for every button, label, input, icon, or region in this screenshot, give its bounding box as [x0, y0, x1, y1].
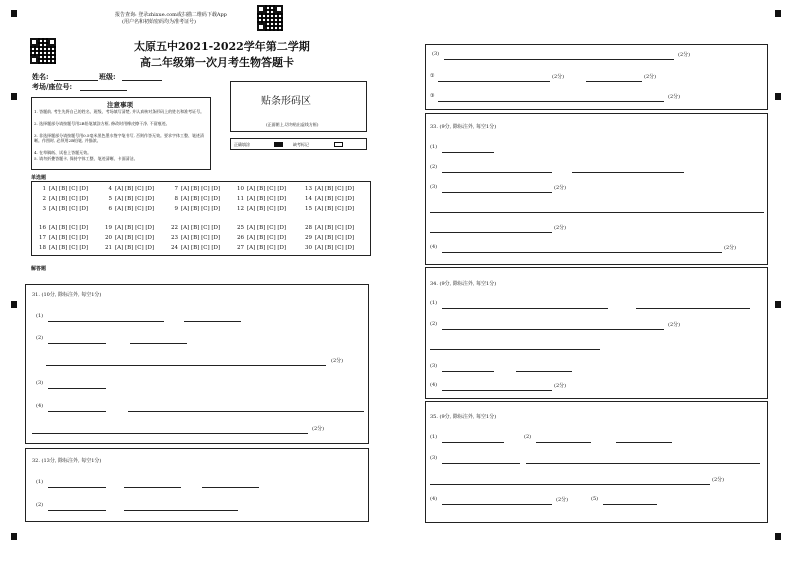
mcq-question-21[interactable]: [104, 245, 154, 251]
mcq-options[interactable]: [A] [B] [C] [D]: [181, 225, 221, 231]
q35-part3-blank-a[interactable]: [442, 463, 520, 464]
q32-circle1-blank-a[interactable]: [438, 81, 550, 82]
registration-mark-br: [775, 533, 781, 540]
mcq-question-15[interactable]: [304, 206, 354, 212]
mcq-question-14[interactable]: [304, 196, 354, 202]
mcq-number: 1: [42, 186, 46, 192]
mcq-question-16[interactable]: [38, 225, 88, 231]
q33-part2-blank-b[interactable]: [572, 172, 684, 173]
mcq-number: 15: [305, 206, 312, 212]
mcq-options[interactable]: [A] [B] [C] [D]: [315, 206, 355, 212]
seat-field[interactable]: [80, 90, 127, 91]
q35-title: 35. (9分, 除标注外, 每空1分): [430, 414, 497, 420]
q31-part2-score: (2分): [331, 358, 344, 364]
mcq-number: 22: [171, 225, 178, 231]
mcq-number: 7: [174, 186, 178, 192]
mcq-question-4[interactable]: [104, 186, 154, 192]
mcq-options[interactable]: [A] [B] [C] [D]: [315, 235, 355, 241]
mcq-question-6[interactable]: [104, 206, 154, 212]
q31-part1-label: (1): [36, 313, 44, 319]
q31-part4-blank-a[interactable]: [48, 411, 106, 412]
q32-part3-label: (3): [432, 51, 440, 57]
mcq-options[interactable]: [A] [B] [C] [D]: [315, 245, 355, 251]
mcq-options[interactable]: [A] [B] [C] [D]: [115, 225, 155, 231]
q34-part4-label: (4): [430, 382, 438, 388]
mcq-options[interactable]: [A] [B] [C] [D]: [49, 235, 89, 241]
mcq-options[interactable]: [A] [B] [C] [D]: [247, 245, 287, 251]
mcq-question-10[interactable]: [236, 186, 286, 192]
mcq-question-8[interactable]: [170, 196, 220, 202]
mcq-number: 16: [39, 225, 46, 231]
mcq-options[interactable]: [A] [B] [C] [D]: [181, 206, 221, 212]
answer-section-label: 解答题: [31, 266, 47, 272]
q35-part3-label: (3): [430, 455, 438, 461]
correct-fill-label: 正确填涂: [234, 142, 250, 147]
q35-part2-blank-a[interactable]: [536, 442, 591, 443]
q35-part5-blank[interactable]: [603, 504, 657, 505]
mcq-options[interactable]: [A] [B] [C] [D]: [49, 245, 89, 251]
exam-title-line2: 高二年级第一次月考生物答题卡: [140, 56, 294, 69]
q33-part1-label: (1): [430, 144, 438, 150]
notes-box: [31, 97, 211, 170]
absent-mark-label: 缺考标记: [293, 142, 309, 147]
q32-circle3-label: ③: [430, 93, 435, 99]
q32-part1-blank-c[interactable]: [202, 487, 259, 488]
mcq-number: 12: [237, 206, 244, 212]
q35-box: [425, 401, 768, 523]
q31-part1-blank-a[interactable]: [48, 321, 164, 322]
q33-part4-label: (4): [430, 244, 438, 250]
q33-part3-blank-a[interactable]: [442, 192, 552, 193]
fill-legend: [230, 138, 367, 150]
correct-fill-sample-icon: [274, 142, 283, 147]
q31-part4-blank-b[interactable]: [128, 411, 364, 412]
report-notice-line1: 报告查询: 登录zhixue.com或扫描二维码下载App: [115, 12, 227, 18]
notes-item-4: 4. 在草稿纸、试卷上答题无效。: [34, 150, 92, 155]
mcq-options[interactable]: [A] [B] [C] [D]: [181, 186, 221, 192]
q31-part2-label: (2): [36, 335, 44, 341]
q34-part1-blank-b[interactable]: [636, 308, 750, 309]
mcq-options[interactable]: [A] [B] [C] [D]: [49, 196, 89, 202]
q32-circle2-score: (2分): [644, 74, 657, 80]
mcq-question-5[interactable]: [104, 196, 154, 202]
q35-part3-score: (2分): [712, 477, 725, 483]
q32-part2-blank-a[interactable]: [48, 510, 106, 511]
mcq-question-28[interactable]: [304, 225, 354, 231]
mcq-number: 14: [305, 196, 312, 202]
registration-mark-bl: [11, 533, 17, 540]
q32-circle1-score: (2分): [552, 74, 565, 80]
mcq-options[interactable]: [A] [B] [C] [D]: [49, 206, 89, 212]
registration-mark-l1: [11, 93, 17, 100]
mcq-number: 4: [108, 186, 112, 192]
mcq-number: 26: [237, 235, 244, 241]
mcq-options[interactable]: [A] [B] [C] [D]: [49, 225, 89, 231]
q31-box: [25, 284, 369, 444]
mcq-question-26[interactable]: [236, 235, 286, 241]
q31-part2-blank-a[interactable]: [48, 343, 106, 344]
mcq-number: 20: [105, 235, 112, 241]
mcq-question-17[interactable]: [38, 235, 88, 241]
mcq-options[interactable]: [A] [B] [C] [D]: [115, 196, 155, 202]
mcq-number: 10: [237, 186, 244, 192]
mcq-question-22[interactable]: [170, 225, 220, 231]
q32-circle3-score: (2分): [668, 94, 681, 100]
q34-part2-label: (2): [430, 321, 438, 327]
mcq-question-13[interactable]: [304, 186, 354, 192]
q34-part4-score: (2分): [554, 383, 567, 389]
barcode-hint: (正面朝上,切勿贴出虚线方框): [266, 122, 319, 127]
q31-part3-blank[interactable]: [48, 388, 106, 389]
q31-part4-score: (2分): [312, 426, 325, 432]
mcq-options[interactable]: [A] [B] [C] [D]: [315, 196, 355, 202]
mcq-number: 30: [305, 245, 312, 251]
mcq-number: 19: [105, 225, 112, 231]
mcq-question-2[interactable]: [38, 196, 88, 202]
q33-part3-blank-c[interactable]: [430, 232, 552, 233]
mcq-grid: [31, 181, 371, 256]
q32-circle1-label: ①: [430, 73, 435, 79]
mcq-section-label: 单选题: [31, 175, 47, 181]
mcq-number: 28: [305, 225, 312, 231]
q31-part2-blank-b[interactable]: [130, 343, 187, 344]
q33-part3-blank-b[interactable]: [430, 212, 764, 213]
q35-part5-label: (5): [591, 496, 599, 502]
mcq-options[interactable]: [A] [B] [C] [D]: [247, 235, 287, 241]
q32-part2-blank-b[interactable]: [124, 510, 238, 511]
mcq-options[interactable]: [A] [B] [C] [D]: [247, 196, 287, 202]
mcq-question-27[interactable]: [236, 245, 286, 251]
q34-box: [425, 267, 768, 399]
q32-part1-blank-b[interactable]: [124, 487, 181, 488]
q34-part3-label: (3): [430, 363, 438, 369]
mcq-question-12[interactable]: [236, 206, 286, 212]
q33-part4-score: (2分): [724, 245, 737, 251]
q34-part4-blank[interactable]: [442, 390, 552, 391]
q32-part3-blank[interactable]: [444, 59, 674, 60]
q35-part3-blank-b[interactable]: [526, 463, 760, 464]
mcq-question-3[interactable]: [38, 206, 88, 212]
q35-part1-label: (1): [430, 434, 438, 440]
mcq-number: 8: [174, 196, 178, 202]
registration-mark-tl: [11, 10, 17, 17]
q34-part3-blank-b[interactable]: [516, 371, 572, 372]
mcq-number: 11: [237, 196, 244, 202]
q34-part1-blank-a[interactable]: [442, 308, 608, 309]
seat-label: 考场/座位号:: [32, 82, 73, 91]
q31-part4-blank-c[interactable]: [32, 433, 308, 434]
q35-part2-label: (2): [524, 434, 532, 440]
mcq-options[interactable]: [A] [B] [C] [D]: [49, 186, 89, 192]
mcq-question-25[interactable]: [236, 225, 286, 231]
notes-item-2: 2. 选择题部分请按题号用2B铅笔填涂方框, 修改时用橡皮擦干净, 不留痕迹。: [34, 121, 170, 126]
q33-part4-blank[interactable]: [442, 252, 722, 253]
mcq-options[interactable]: [A] [B] [C] [D]: [247, 225, 287, 231]
mcq-number: 25: [237, 225, 244, 231]
notes-item-1: 1. 答题前, 考生先将自己的姓名、班级、考场填写清楚, 并认真核对条形码上的姓名和准考证号。: [34, 109, 205, 114]
q35-part2-blank-b[interactable]: [616, 442, 672, 443]
q32-part2-label: (2): [36, 502, 44, 508]
q33-part3-score: (2分): [554, 185, 567, 191]
q33-part3-score-2: (2分): [554, 225, 567, 231]
registration-mark-r2: [775, 301, 781, 308]
mcq-options[interactable]: [A] [B] [C] [D]: [181, 235, 221, 241]
q31-part4-label: (4): [36, 403, 44, 409]
registration-mark-tr: [775, 10, 781, 17]
mcq-options[interactable]: [A] [B] [C] [D]: [315, 186, 355, 192]
mcq-options[interactable]: [A] [B] [C] [D]: [247, 206, 287, 212]
mcq-question-1[interactable]: [38, 186, 88, 192]
class-field[interactable]: [122, 80, 162, 81]
q35-part4-score: (2分): [556, 497, 569, 503]
notes-title: 注意事项: [107, 101, 133, 109]
mcq-question-23[interactable]: [170, 235, 220, 241]
mcq-question-7[interactable]: [170, 186, 220, 192]
mcq-number: 21: [105, 245, 112, 251]
q31-part2-blank-c[interactable]: [46, 365, 326, 366]
mcq-number: 13: [305, 186, 312, 192]
q35-part3-blank-c[interactable]: [430, 484, 710, 485]
q32-circle3-blank[interactable]: [438, 101, 664, 102]
mcq-number: 2: [42, 196, 46, 202]
app-qr-code-icon[interactable]: [257, 5, 283, 31]
q34-part3-blank-a[interactable]: [442, 371, 494, 372]
student-qr-code-icon: [30, 38, 56, 64]
q33-title: 33. (9分, 除标注外, 每空1分): [430, 124, 497, 130]
mcq-number: 29: [305, 235, 312, 241]
q35-part4-label: (4): [430, 496, 438, 502]
mcq-number: 5: [108, 196, 112, 202]
q35-part1-blank[interactable]: [442, 442, 504, 443]
mcq-number: 6: [108, 206, 112, 212]
absent-mark-box[interactable]: [334, 142, 343, 147]
q31-part3-label: (3): [36, 380, 44, 386]
mcq-number: 3: [42, 206, 46, 212]
mcq-options[interactable]: [A] [B] [C] [D]: [315, 225, 355, 231]
q34-part1-label: (1): [430, 300, 438, 306]
mcq-number: 9: [174, 206, 178, 212]
mcq-options[interactable]: [A] [B] [C] [D]: [181, 196, 221, 202]
q33-part1-blank[interactable]: [442, 152, 494, 153]
q32-part3-score: (2分): [678, 52, 691, 58]
notes-item-3: 3. 非选择题部分请按题号用0.5毫米黑色墨水签字笔书写, 否则作答无效。要求字体工整、笔迹清晰。作图时, 必须用2B铅笔, 并描浓。: [34, 133, 204, 143]
name-field[interactable]: [54, 80, 98, 81]
mcq-options[interactable]: [A] [B] [C] [D]: [115, 186, 155, 192]
mcq-question-11[interactable]: [236, 196, 286, 202]
q31-part1-blank-b[interactable]: [184, 321, 241, 322]
mcq-question-29[interactable]: [304, 235, 354, 241]
mcq-question-9[interactable]: [170, 206, 220, 212]
mcq-options[interactable]: [A] [B] [C] [D]: [115, 206, 155, 212]
mcq-number: 24: [171, 245, 178, 251]
mcq-number: 17: [39, 235, 46, 241]
q34-part2-blank-b[interactable]: [430, 349, 600, 350]
q32-box: [25, 448, 369, 522]
q32-part1-blank-a[interactable]: [48, 487, 106, 488]
mcq-question-24[interactable]: [170, 245, 220, 251]
report-notice-line2: (用户名和初始密码均为准考证号): [122, 19, 196, 25]
q33-box: [425, 113, 768, 265]
mcq-question-18[interactable]: [38, 245, 88, 251]
q31-title: 31. (10分, 除标注外, 每空1分): [32, 292, 102, 298]
registration-mark-r1: [775, 93, 781, 100]
registration-mark-l2: [11, 301, 17, 308]
q34-part2-blank-a[interactable]: [442, 329, 664, 330]
mcq-options[interactable]: [A] [B] [C] [D]: [115, 235, 155, 241]
q34-title: 34. (9分, 除标注外, 每空1分): [430, 281, 497, 287]
mcq-number: 27: [237, 245, 244, 251]
barcode-title: 贴条形码区: [261, 96, 311, 107]
q33-part3-label: (3): [430, 184, 438, 190]
mcq-options[interactable]: [A] [B] [C] [D]: [181, 245, 221, 251]
q32-title: 32. (13分, 除标注外, 每空1分): [32, 458, 102, 464]
mcq-question-20[interactable]: [104, 235, 154, 241]
q32-circle1-blank-b[interactable]: [586, 81, 642, 82]
mcq-number: 23: [171, 235, 178, 241]
notes-item-5: 5. 请勿折叠答题卡, 保持字体工整、笔迹清晰、卡面清洁。: [34, 156, 138, 161]
q33-part2-label: (2): [430, 164, 438, 170]
mcq-options[interactable]: [A] [B] [C] [D]: [115, 245, 155, 251]
q32-continued-box: [425, 44, 768, 110]
mcq-options[interactable]: [A] [B] [C] [D]: [247, 186, 287, 192]
q33-part2-blank-a[interactable]: [442, 172, 552, 173]
barcode-area: [230, 81, 367, 132]
q34-part2-score: (2分): [668, 322, 681, 328]
mcq-question-19[interactable]: [104, 225, 154, 231]
class-label: 班级:: [99, 72, 116, 81]
mcq-number: 18: [39, 245, 46, 251]
mcq-question-30[interactable]: [304, 245, 354, 251]
exam-title-line1: 太原五中2021-2022学年第二学期: [134, 40, 310, 53]
name-label: 姓名:: [32, 72, 49, 81]
q32-part1-label: (1): [36, 479, 44, 485]
q35-part4-blank[interactable]: [442, 504, 552, 505]
